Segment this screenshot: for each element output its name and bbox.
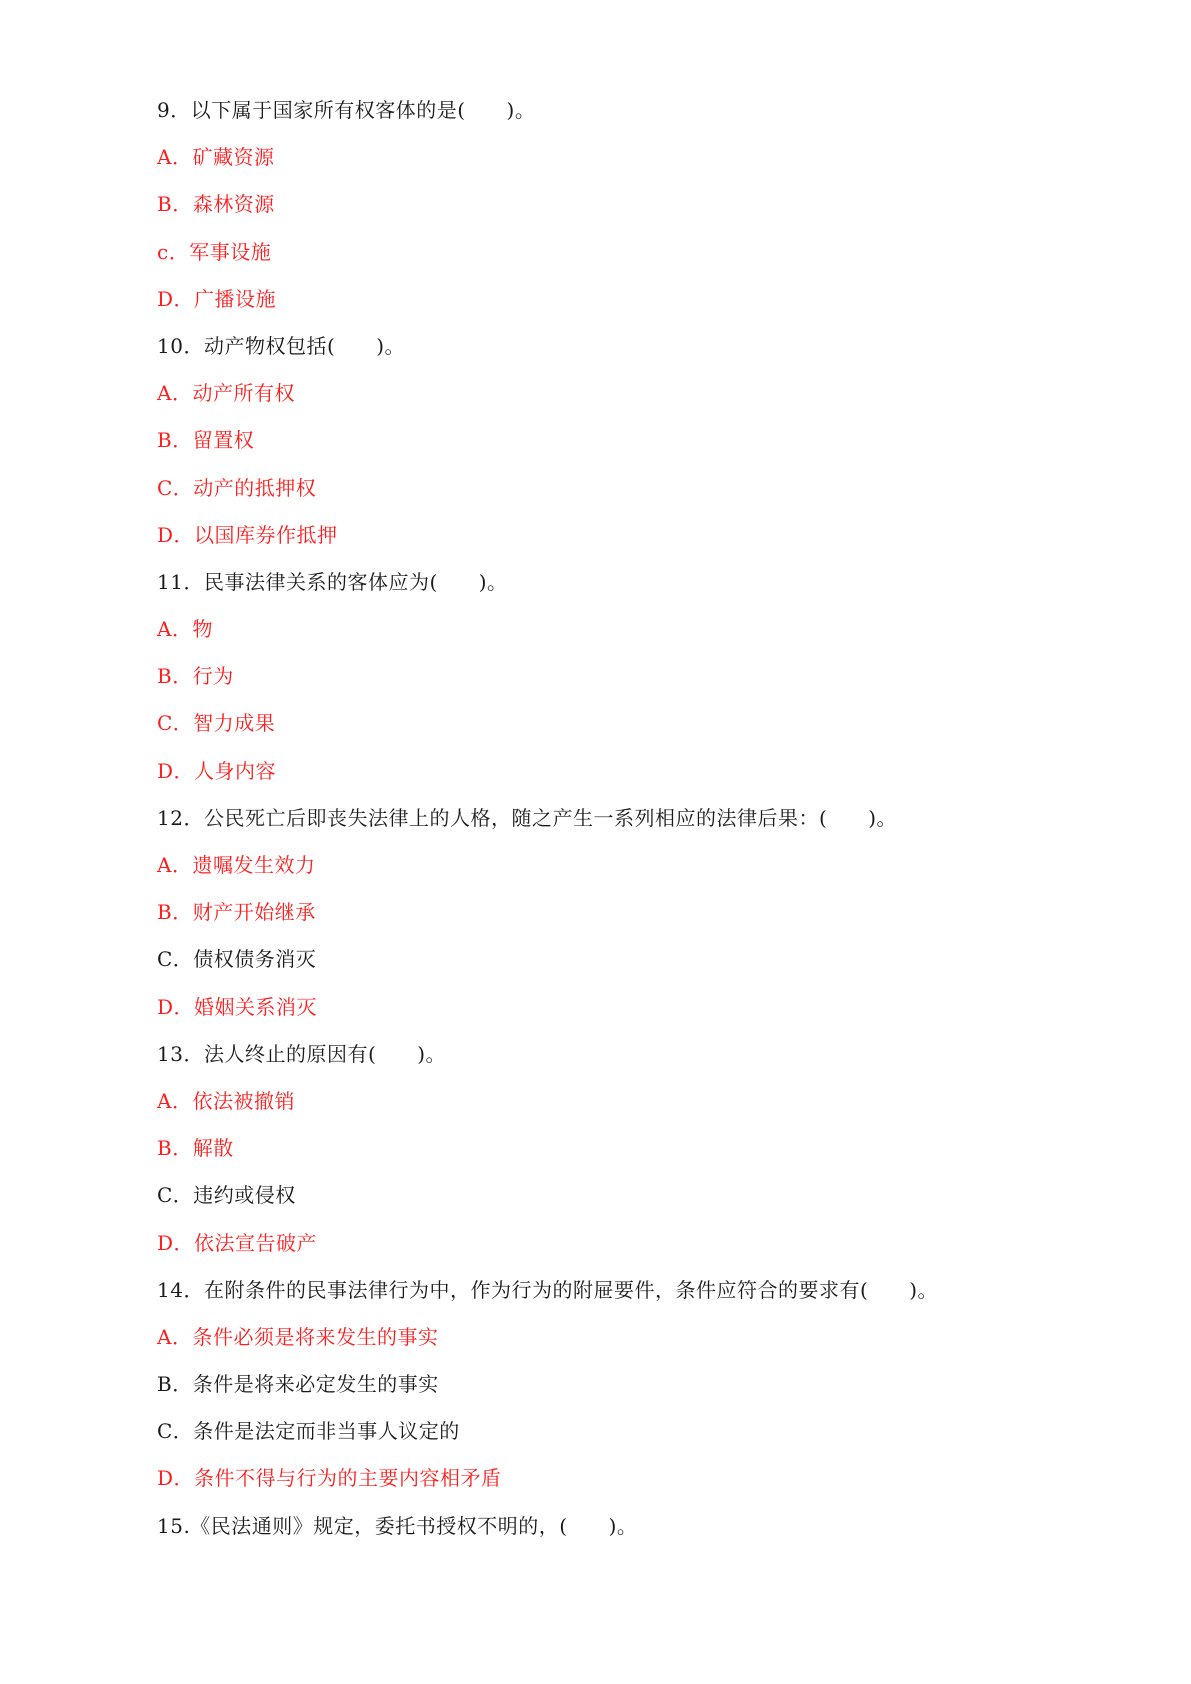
option-14-a: A．条件必须是将来发生的事实 (157, 1324, 439, 1349)
option-10-a: A．动产所有权 (157, 381, 295, 406)
option-13-d: D．依法宣告破产 (157, 1230, 318, 1255)
option-9-a: A．矿藏资源 (157, 145, 275, 170)
option-14-d: D．条件不得与行为的主要内容相矛盾 (157, 1466, 502, 1491)
question-15: 15.《民法通则》规定，委托书授权不明的，( )。 (157, 1513, 638, 1538)
question-13: 13．法人终止的原因有( )。 (157, 1041, 447, 1066)
option-12-b: B．财产开始继承 (157, 900, 316, 925)
option-11-c: C．智力成果 (157, 711, 276, 736)
option-9-c: c．军事设施 (157, 239, 272, 264)
option-9-b: B．森林资源 (157, 192, 275, 217)
option-13-b: B．解散 (157, 1136, 234, 1161)
option-12-a: A．遗嘱发生效力 (157, 853, 316, 877)
question-11: 11．民事法律关系的客体应为( )。 (157, 569, 508, 594)
question-14: 14．在附条件的民事法律行为中，作为行为的附屉要件，条件应符合的要求有( )。 (157, 1277, 939, 1302)
option-12-c: C．债权债务消灭 (157, 947, 317, 972)
option-11-b: B．行为 (157, 664, 234, 689)
option-11-d: D．人身内容 (157, 758, 277, 783)
option-13-a: A．依法被撤销 (157, 1088, 295, 1113)
option-11-a: A．物 (157, 617, 213, 642)
option-14-b: B．条件是将来必定发生的事实 (157, 1372, 439, 1397)
option-10-c: C．动产的抵押权 (157, 475, 317, 500)
option-14-c: C．条件是法定而非当事人议定的 (157, 1419, 460, 1444)
question-list (157, 91, 1157, 1554)
question-10: 10．动产物权包括( )。 (157, 333, 406, 358)
option-12-d: D．婚姻关系消灭 (157, 994, 318, 1019)
question-12: 12．公民死亡后即丧失法律上的人格，随之产生一系列相应的法律后果：( )。 (157, 805, 898, 830)
option-10-b: B．留置权 (157, 428, 255, 453)
option-9-d: D．广播设施 (157, 286, 277, 311)
option-13-c: C．违约或侵权 (157, 1183, 296, 1208)
question-9: 9．以下属于国家所有权客体的是( )。 (157, 98, 536, 122)
option-10-d: D．以国库券作抵押 (157, 522, 338, 547)
